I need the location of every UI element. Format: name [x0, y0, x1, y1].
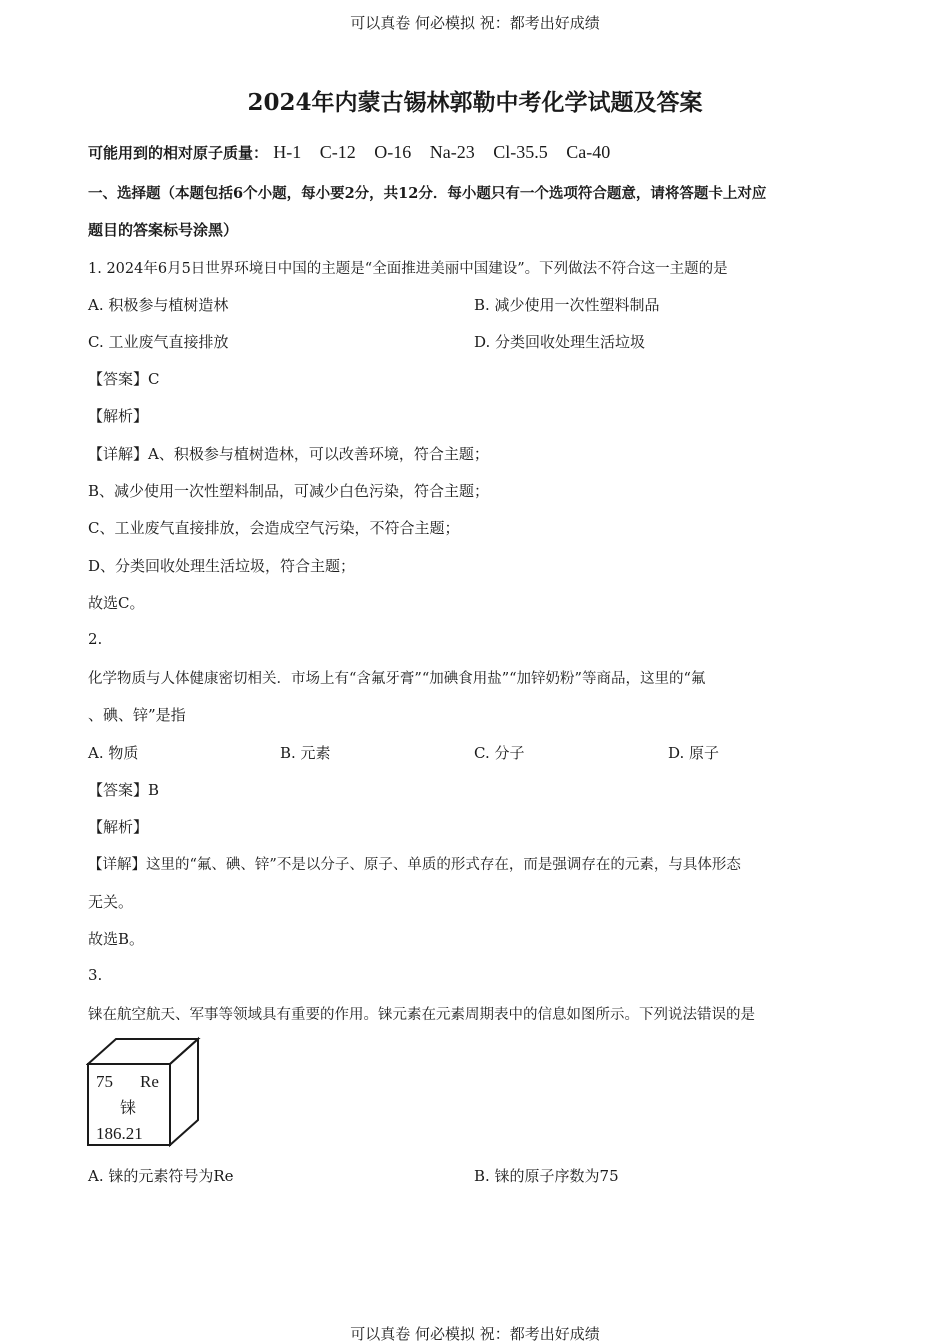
- q2-option-d: D. 原子: [668, 744, 720, 762]
- atomic-masses-values: [273, 142, 624, 162]
- q2-analysis: 【解析】: [88, 818, 149, 836]
- atomic-masses: [88, 142, 624, 163]
- q2-stem-line1: 化学物质与人体健康密切相关．市场上有“含氟牙膏”“加碘食用盐”“加锌奶粉”等商品，这里的“氟: [88, 671, 706, 687]
- mass-item: C-12: [319, 142, 356, 162]
- element-symbol: Re: [140, 1072, 159, 1091]
- page-header: 可以真卷 何必模拟 祝：都考出好成绩: [350, 14, 600, 32]
- q1-detail-line: B、减少使用一次性塑料制品，可减少白色污染，符合主题；: [88, 482, 490, 500]
- q3-stem: 铼在航空航天、军事等领域具有重要的作用。铼元素在元素周期表中的信息如图所示。下列说法错误的是: [88, 1007, 755, 1023]
- q2-option-b: B. 元素: [280, 744, 331, 762]
- q2-detail-line2: 无关。: [88, 893, 134, 911]
- q1-detail-line: 【详解】A、积极参与植树造林，可以改善环境，符合主题；: [88, 445, 489, 463]
- q1-conclusion: 故选C。: [88, 594, 145, 612]
- q1-option-a: A. 积极参与植树造林: [88, 296, 229, 314]
- q1-analysis: 【解析】: [88, 407, 149, 425]
- q2-option-c: C. 分子: [474, 744, 525, 762]
- q1-stem: 1. 2024年6月5日世界环境日中国的主题是“全面推进美丽中国建设”。下列做法不符合这一主题的是: [88, 261, 728, 277]
- q3-option-a: A. 铼的元素符号为Re: [88, 1167, 234, 1185]
- mass-item: H-1: [273, 142, 302, 162]
- section-heading-line1: 一、选择题（本题包括6个小题，每小要2分，共12分．每小题只有一个选项符合题意，请将答题卡上对应: [88, 185, 767, 202]
- mass-item: O-16: [374, 142, 412, 162]
- element-card-rhenium: [86, 1036, 202, 1148]
- q1-detail-line: D、分类回收处理生活垃圾，符合主题；: [88, 557, 356, 575]
- mass-item: Na-23: [429, 142, 475, 162]
- q1-option-b: B. 减少使用一次性塑料制品: [474, 296, 660, 314]
- atomic-masses-label: 可能用到的相对原子质量：: [88, 144, 269, 162]
- q2-stem-line2: 、碘、锌”是指: [88, 706, 186, 724]
- q1-answer: 【答案】C: [88, 370, 160, 388]
- q2-detail-line1: 【详解】这里的“氟、碘、锌”不是以分子、原子、单质的形式存在，而是强调存在的元素，与具体形态: [88, 857, 741, 873]
- q3-option-b: B. 铼的原子序数为75: [474, 1167, 619, 1185]
- q1-detail-line: C、工业废气直接排放，会造成空气污染，不符合主题；: [88, 519, 460, 537]
- mass-item: Cl-35.5: [493, 142, 548, 162]
- element-mass: 186.21: [96, 1124, 143, 1143]
- mass-item: Ca-40: [566, 142, 611, 162]
- q2-option-a: A. 物质: [88, 744, 139, 762]
- q1-option-d: D. 分类回收处理生活垃圾: [474, 333, 646, 351]
- q3-number: 3.: [88, 966, 103, 984]
- page-footer: 可以真卷 何必模拟 祝：都考出好成绩: [350, 1325, 600, 1343]
- page-title: 2024年内蒙古锡林郭勒中考化学试题及答案: [247, 89, 703, 116]
- element-number: 75: [96, 1072, 113, 1091]
- q1-option-c: C. 工业废气直接排放: [88, 333, 229, 351]
- q2-number: 2.: [88, 630, 103, 648]
- element-name: 铼: [120, 1098, 137, 1117]
- q2-answer: 【答案】B: [88, 781, 160, 799]
- section-heading-line2: 题目的答案标号涂黑）: [88, 221, 239, 239]
- q2-conclusion: 故选B。: [88, 930, 145, 948]
